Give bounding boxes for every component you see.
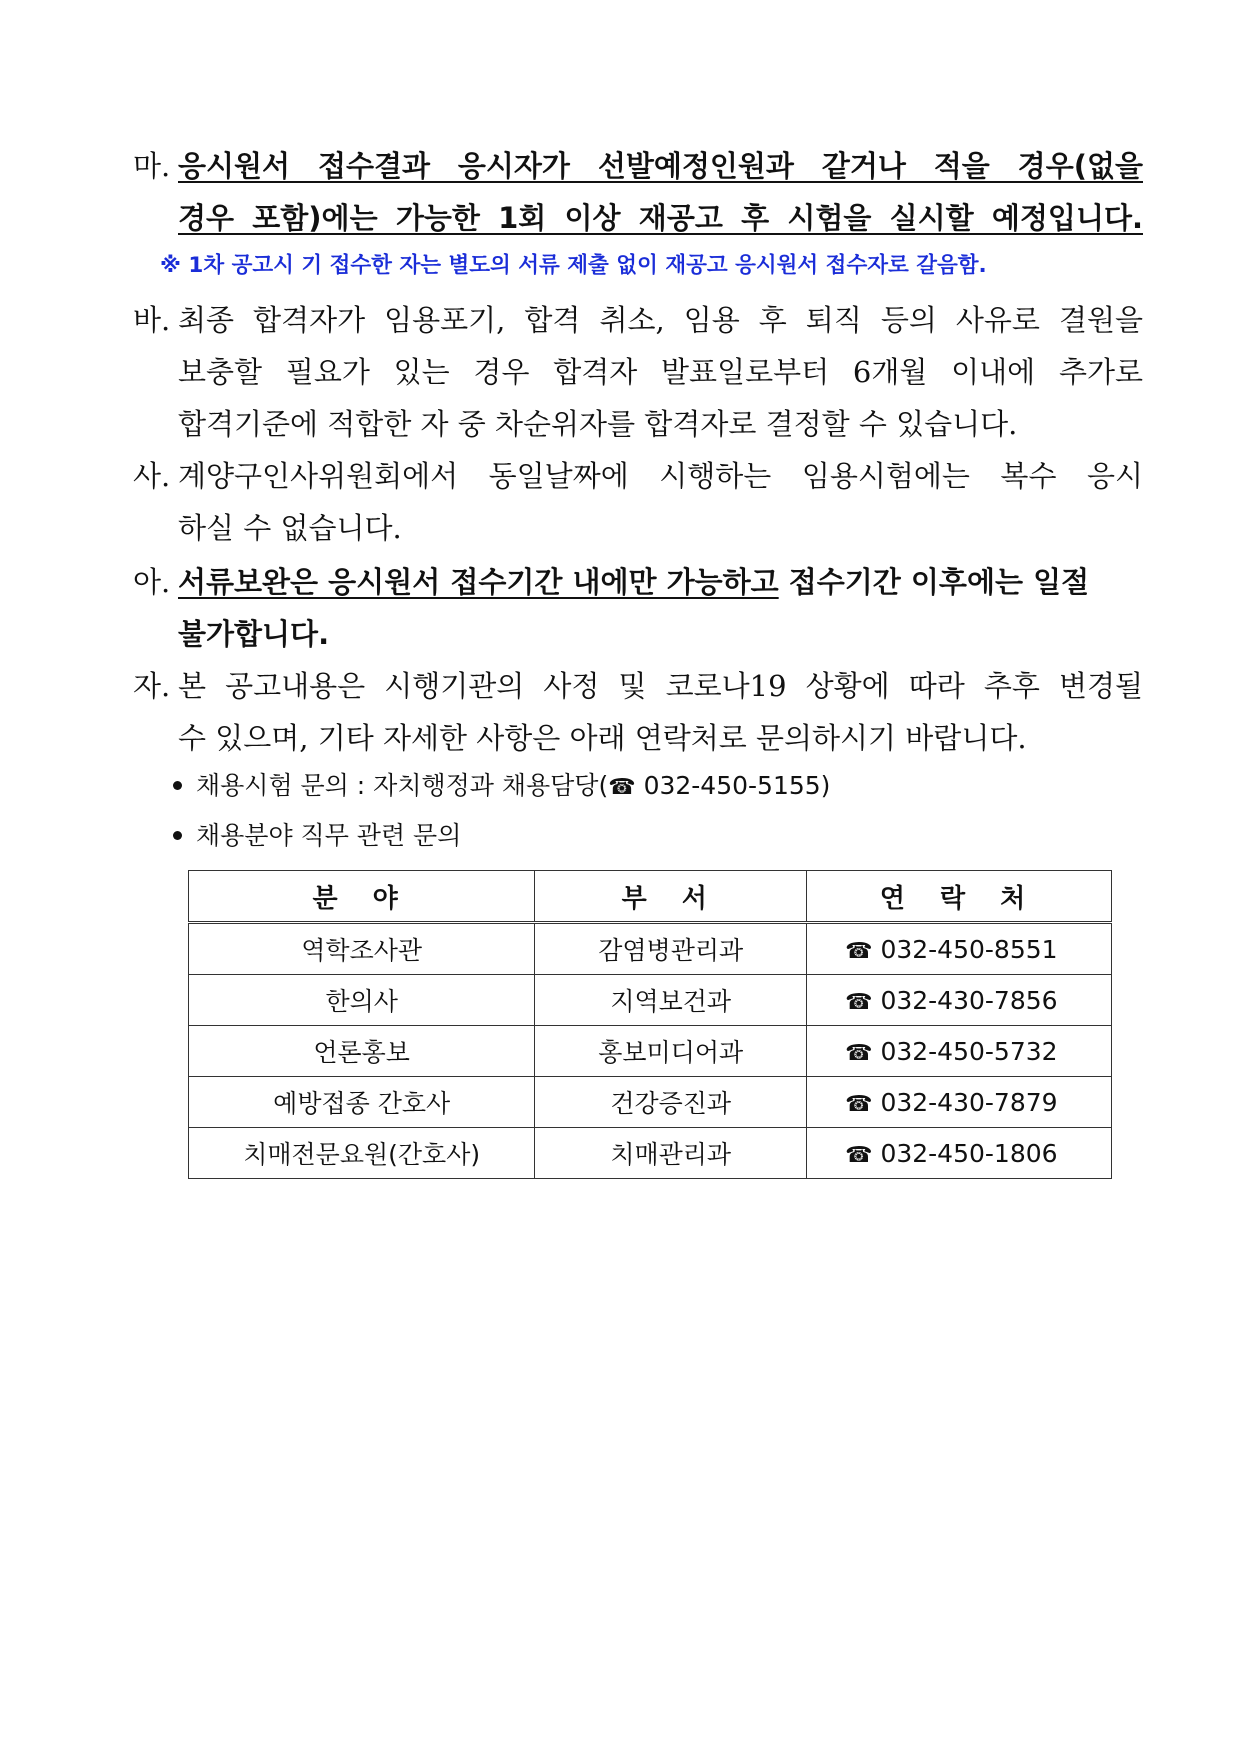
item-line: 합격기준에 적합한 자 중 차순위자를 합격자로 결정할 수 있습니다. (178, 407, 1018, 441)
item-label: 사. (133, 459, 171, 493)
cell-phone (807, 975, 1112, 1026)
cell-field: 치매전문요원(간호사) (189, 1128, 535, 1179)
table-row (189, 975, 1112, 1026)
cell-department: 감염병관리과 (535, 923, 807, 975)
item-ba (133, 294, 1143, 450)
cell-department: 건강증진과 (535, 1077, 807, 1128)
cell-phone (807, 923, 1112, 975)
phone-icon: ☎ (845, 1040, 873, 1066)
item-text (178, 660, 1143, 764)
bullet-text: 채용시험 문의 : 자치행정과 채용담당( (196, 771, 609, 800)
item-label: 자. (133, 669, 171, 703)
phone-icon: ☎ (845, 1091, 873, 1117)
header-contact: 연 락 처 (807, 871, 1112, 923)
item-text (178, 294, 1143, 450)
cell-department: 지역보건과 (535, 975, 807, 1026)
cell-department: 치매관리과 (535, 1128, 807, 1179)
item-text (178, 140, 1143, 244)
item-line: 응시원서 접수결과 응시자가 선발예정인원과 같거나 적을 경우(없을 (178, 149, 1143, 183)
note-reannouncement: ※ 1차 공고시 기 접수한 자는 별도의 서류 제출 없이 재공고 응시원서 접수자로 갈음함. (160, 253, 987, 278)
table-header-row (189, 871, 1112, 923)
phone-number: 032-430-7879 (880, 1087, 1058, 1117)
cell-field: 언론홍보 (189, 1026, 535, 1077)
item-line: 하실 수 없습니다. (178, 511, 402, 545)
item-line: 최종 합격자가 임용포기, 합격 취소, 임용 후 퇴직 등의 사유로 결원을 (178, 303, 1143, 337)
cell-phone (807, 1128, 1112, 1179)
phone-number: 032-430-7856 (880, 985, 1058, 1015)
item-line: 경우 포함)에는 가능한 1회 이상 재공고 후 시험을 실시할 예정입니다. (178, 201, 1143, 235)
bullet-phone: 032-450-5155) (635, 771, 831, 800)
item-text (178, 556, 1143, 660)
item-ja (133, 660, 1143, 764)
bullet-dot (173, 831, 182, 840)
item-line: 수 있으며, 기타 자세한 사항은 아래 연락처로 문의하시기 바랍니다. (178, 721, 1027, 755)
table-row (189, 923, 1112, 975)
item-line: 불가합니다. (178, 617, 330, 651)
item-a (133, 556, 1143, 660)
table-row (189, 1128, 1112, 1179)
underlined-text: 서류보완은 응시원서 접수기간 내에만 가능하고 (178, 565, 779, 599)
phone-number: 032-450-1806 (880, 1138, 1058, 1168)
item-ma (133, 140, 1143, 244)
cell-phone (807, 1026, 1112, 1077)
item-sa (133, 450, 1143, 554)
phone-number: 032-450-8551 (880, 934, 1058, 964)
item-label: 아. (133, 565, 171, 599)
item-line: 계양구인사위원회에서 동일날짜에 시행하는 임용시험에는 복수 응시 (178, 459, 1143, 493)
bullet-text: 채용분야 직무 관련 문의 (196, 821, 462, 850)
bullet-duty-inquiry (173, 816, 461, 856)
table-row (189, 1026, 1112, 1077)
item-line: 보충할 필요가 있는 경우 합격자 발표일로부터 6개월 이내에 추가로 (178, 355, 1143, 389)
bullet-recruitment-inquiry (173, 766, 830, 808)
phone-icon: ☎ (845, 938, 873, 964)
contacts-table (188, 870, 1112, 1179)
cell-phone (807, 1077, 1112, 1128)
cell-field: 역학조사관 (189, 923, 535, 975)
header-field: 분 야 (189, 871, 535, 923)
item-label: 바. (133, 303, 171, 337)
table-row (189, 1077, 1112, 1128)
header-department: 부 서 (535, 871, 807, 923)
cell-field: 한의사 (189, 975, 535, 1026)
item-text-rest: 접수기간 이후에는 일절 (778, 565, 1090, 599)
item-text (178, 450, 1143, 554)
item-label: 마. (133, 149, 171, 183)
item-line: 본 공고내용은 시행기관의 사정 및 코로나19 상황에 따라 추후 변경될 (178, 669, 1143, 703)
bullet-dot (173, 781, 182, 790)
phone-icon: ☎ (608, 775, 636, 800)
cell-field: 예방접종 간호사 (189, 1077, 535, 1128)
phone-icon: ☎ (845, 989, 873, 1015)
cell-department: 홍보미디어과 (535, 1026, 807, 1077)
phone-icon: ☎ (845, 1142, 873, 1168)
phone-number: 032-450-5732 (880, 1036, 1058, 1066)
